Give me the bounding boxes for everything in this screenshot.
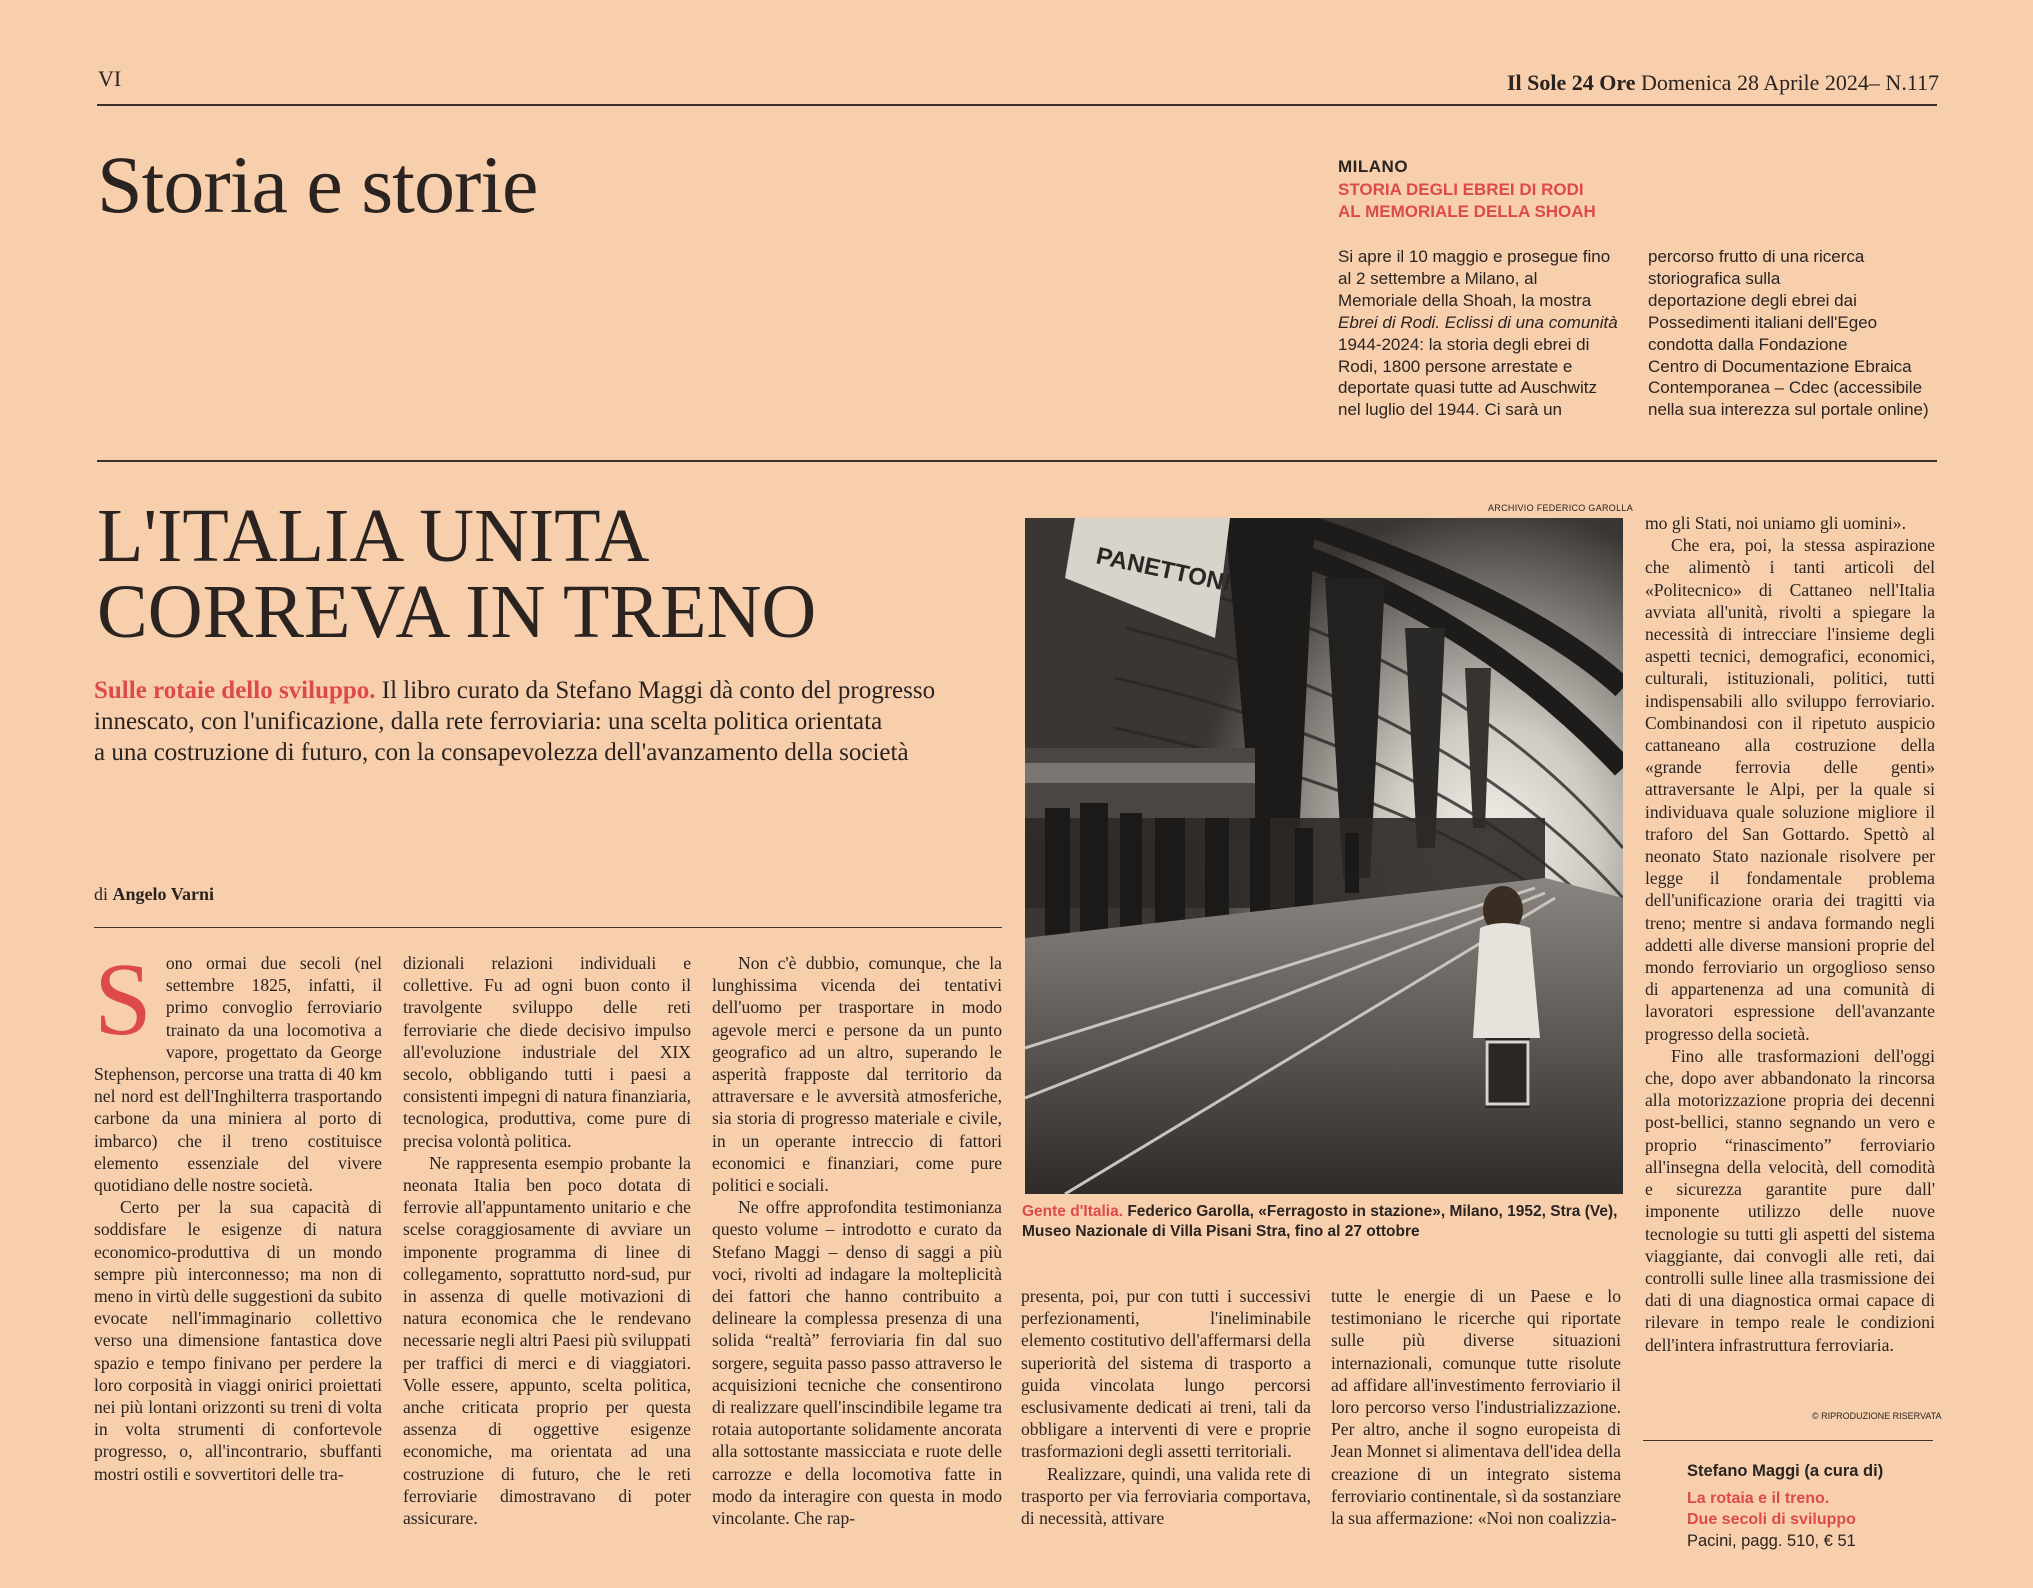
photo-credit: ARCHIVIO FEDERICO GAROLLA bbox=[1488, 503, 1634, 513]
box-line: Si apre il 10 maggio e prosegue fino bbox=[1338, 247, 1611, 266]
box-line: 1944-2024: la storia degli ebrei di bbox=[1338, 334, 1590, 354]
article-column-4 bbox=[1021, 1285, 1311, 1529]
station-photo-illustration bbox=[1025, 518, 1623, 1194]
newspaper-name: Il Sole 24 Ore bbox=[1507, 70, 1636, 95]
paragraph: Ne rappresenta esempio probante la neonata Italia ben poco dotata di ferrovie all'appuntamento unitario e che scelse coraggiosamente di avviare un imponente programma di linee di collegamento, soprattutto nord-sud, pur in assenza di quelle motivazioni di natura economica che le rendevano necessarie negli altri Paesi più sviluppati per traffici di merci e di viaggiatori. Volle essere, appunto, scelta politica, anche criticata proprio per questa assenza di oggettive esigenze economiche, ma orientata ad una costruzione di futuro, che le reti ferroviarie dimostravano di poter assicurare. bbox=[403, 1152, 691, 1529]
standfirst-lead: Sulle rotaie dello sviluppo. bbox=[94, 677, 376, 704]
box-line: Centro di Documentazione Ebraica bbox=[1648, 356, 1912, 376]
paragraph: mo gli Stati, noi uniamo gli uomini». bbox=[1645, 513, 1906, 533]
issue-date: Domenica 28 Aprile 2024– N.117 bbox=[1641, 70, 1939, 95]
byline-prefix: di bbox=[94, 884, 113, 904]
box-line: Memoriale della Shoah, la mostra bbox=[1338, 290, 1592, 310]
article-photo bbox=[1025, 518, 1623, 1194]
standfirst-text: a una costruzione di futuro, con la consapevolezza dell'avanzamento della società bbox=[94, 739, 909, 766]
article-column-1 bbox=[94, 942, 382, 1485]
article-column-6 bbox=[1645, 512, 1935, 1356]
paragraph: Fino alle trasformazioni dell'oggi che, dopo aver abbandonato la rincorsa alla motorizzazione propria dei decenni post-bellici, stanno segnando un vero e proprio “rinascimento” ferroviario all'insegna della velocità, dell comodità e sicurezza garantite pure dall' imponente utilizzo delle nuove tecnologie su tutti gli aspetti del sistema viaggiante, dai convogli alle reti, dai controlli sulle linee alla trasmissione dei dati di una diagnostica ormai capace di rilevare in tempo reale le condizioni dell'intera infrastruttura ferroviaria. bbox=[1645, 1045, 1935, 1355]
box-line: percorso frutto di una ricerca bbox=[1648, 247, 1865, 266]
copyright-note: © RIPRODUZIONE RISERVATA bbox=[1812, 1411, 1942, 1421]
caption-lead: Gente d'Italia. bbox=[1022, 1203, 1124, 1220]
section-title: Storia e storie bbox=[97, 139, 538, 230]
box-column-2 bbox=[1648, 246, 1948, 421]
headline-line: CORREVA IN TRENO bbox=[97, 570, 817, 654]
box-column-1 bbox=[1338, 246, 1626, 421]
box-line: al 2 settembre a Milano, al bbox=[1338, 268, 1538, 288]
box-line: condotta dalla Fondazione bbox=[1648, 334, 1848, 354]
standfirst-text: Il libro curato da Stefano Maggi dà conto del progresso bbox=[375, 677, 936, 704]
headline-line: L'ITALIA UNITA bbox=[97, 494, 650, 578]
byline-author: Angelo Varni bbox=[112, 884, 215, 904]
paragraph: Realizzare, quindi, una valida rete di trasporto per via ferroviaria comportava, di necessità, attivare bbox=[1021, 1463, 1311, 1529]
box-line: nella sua interezza sul portale online) bbox=[1648, 400, 1929, 420]
box-line: Contemporanea – Cdec (accessibile bbox=[1648, 378, 1923, 398]
box-line: nel luglio del 1944. Ci sarà un bbox=[1338, 400, 1562, 420]
box-line: storiografica sulla bbox=[1648, 268, 1781, 288]
box-title-line: STORIA DEGLI EBREI DI RODI bbox=[1338, 180, 1584, 199]
header-rule bbox=[97, 104, 1937, 106]
byline-rule bbox=[94, 927, 1002, 928]
paragraph: Certo per la sua capacità di soddisfare le esigenze di natura economico-produttiva di un mondo sempre più interconnesso; ma non di meno in virtù delle suggestioni da subito evocate nell'immaginario collettivo verso una dimensione fantastica dove spazio e tempo finivano per perdere la loro corposità in viaggi onirici proiettati nei più lontani orizzonti su treni di volta in volta strumenti di confortevole progresso, o, all'incontrario, sbuffanti mostri ostili e sovvertitori delle tra- bbox=[94, 1197, 382, 1484]
paragraph: ono ormai due secoli (nel settembre 1825, infatti, il primo convoglio ferroviario trainato da una locomotiva a vapore, progettato da George Stephenson, percorse una tratta di 40 km nel nord est dell'Inghilterra trasportando carbone da una miniera al porto di imbarco) che il treno costituisce elemento essenziale del vivere quotidiano delle nostre società. bbox=[94, 953, 382, 1196]
box-line: deportate quasi tutte ad Auschwitz bbox=[1338, 378, 1597, 398]
box-city: MILANO bbox=[1338, 157, 1409, 176]
book-author: Stefano Maggi (a cura di) bbox=[1687, 1462, 1884, 1480]
paragraph: Ne offre approfondita testimonianza questo volume – introdotto e curato da Stefano Maggi – denso di saggi a più voci, rivolti ad indagare la molteplicità dei fattori che hanno contribuito a delineare la complessa presenza di una solida “realtà” ferroviaria fin dal suo sorgere, seguita passo passo attraverso le acquisizioni tecniche che consentirono di realizzare quell'inscindibile legame tra rotaia autoportante solidamente ancorata alla sottostante massicciata e ruote delle carrozze e della locomotiva fatte in modo da interagire con questa in modo vincolante. Che rap- bbox=[712, 1197, 1002, 1529]
box-title-line: AL MEMORIALE DELLA SHOAH bbox=[1338, 202, 1596, 221]
paragraph: presenta, poi, pur con tutti i successivi perfezionamenti, l'ineliminabile elemento costitutivo dell'affermarsi della superiorità del sistema di trasporto a guida vincolata lungo percorsi esclusivamente dedicati ai treni, tali da obbligare a interventi di vere e proprie trasformazioni degli assetti territoriali. bbox=[1021, 1286, 1311, 1462]
article-column-2 bbox=[403, 952, 691, 1529]
book-rule bbox=[1643, 1440, 1933, 1441]
paragraph: tutte le energie di un Paese e lo testimoniano le ricerche qui riportate sulle più diverse situazioni internazionali, comunque tutte risolute ad affidare all'investimento ferroviario il loro percorso verso l'industrializzazione. Per altro, anche il sogno europeista di Jean Monnet si alimentava dell'idea della creazione di un integrato sistema ferroviario continentale, sì da sostanziare la sua affermazione: «Noi non coalizzia- bbox=[1331, 1286, 1621, 1529]
paragraph: Che era, poi, la stessa aspirazione che alimentò i tanti articoli del «Politecnico» di Cattaneo nell'Italia avviata all'unità, rivolti a spiegare la necessità di intrecciare l'insieme degli aspetti tecnici, demografici, economici, culturali, istituzionali, politici, tutti indispensabili allo sviluppo ferroviario. Combinandosi con il ripetuto auspicio cattaneano alla costruzione della «grande ferrovia delle genti» attraversante le Alpi, per la quale si individuava quale soluzione migliore il traforo del San Gottardo. Spettò al neonato Stato nazionale risolvere per legge il fondamentale problema dell'unificazione oraria dei tragitti via treno; mentre si andava formando negli addetti alle diverse mansioni proprie del mondo ferroviario un orgoglioso senso di appartenenza ad una comunità di lavoratori espressione dell'avanzante progresso della società. bbox=[1645, 535, 1935, 1044]
box-title bbox=[1338, 179, 1668, 223]
box-line: Ebrei di Rodi. Eclissi di una comunità bbox=[1338, 312, 1618, 332]
page-folio: VI bbox=[98, 66, 122, 91]
box-line: Possedimenti italiani dell'Egeo bbox=[1648, 312, 1878, 332]
article-headline bbox=[97, 494, 997, 654]
book-title-line: La rotaia e il treno. bbox=[1687, 1490, 1830, 1507]
drop-cap: S bbox=[94, 942, 152, 1057]
article-standfirst bbox=[94, 675, 1014, 768]
book-title-line: Due secoli di sviluppo bbox=[1687, 1511, 1856, 1528]
book-title bbox=[1687, 1488, 1856, 1530]
byline bbox=[94, 884, 214, 905]
section-rule bbox=[97, 460, 1937, 462]
article-column-3 bbox=[712, 952, 1002, 1529]
masthead bbox=[1507, 70, 1939, 96]
box-line: Rodi, 1800 persone arrestate e bbox=[1338, 356, 1573, 376]
paragraph: Non c'è dubbio, comunque, che la lunghissima vicenda dei tentativi dell'uomo per trasportare in modo agevole merci e persone da un punto geografico ad un altro, superando le asperità frapposte dal territorio da attraversare e le avversità atmosferiche, sia storia di progresso materiale e civile, in un operante intreccio di fattori economici e finanziari, come pure politici e sociali. bbox=[712, 953, 1002, 1196]
article-column-5 bbox=[1331, 1285, 1621, 1529]
photo-sign-text: PANETTONI bbox=[1093, 542, 1233, 598]
book-info: Pacini, pagg. 510, € 51 bbox=[1687, 1532, 1856, 1550]
paragraph: dizionali relazioni individuali e collettive. Fu ad ogni buon conto il travolgente sviluppo delle reti ferroviarie che diede decisivo impulso all'evoluzione industriale del XIX secolo, obbligando tutti i paesi a consistenti impegni di natura finanziaria, tecnologica, produttiva, come pure di precisa volontà politica. bbox=[403, 953, 691, 1151]
photo-caption bbox=[1022, 1202, 1622, 1242]
caption-text: Federico Garolla, «Ferragosto in stazione», Milano, 1952, Stra (Ve), Museo Nazionale di Villa Pisani Stra, fino al 27 ottobre bbox=[1022, 1203, 1618, 1240]
standfirst-text: innescato, con l'unificazione, dalla rete ferroviaria: una scelta politica orientata bbox=[94, 708, 883, 735]
box-line: deportazione degli ebrei dai bbox=[1648, 290, 1857, 310]
